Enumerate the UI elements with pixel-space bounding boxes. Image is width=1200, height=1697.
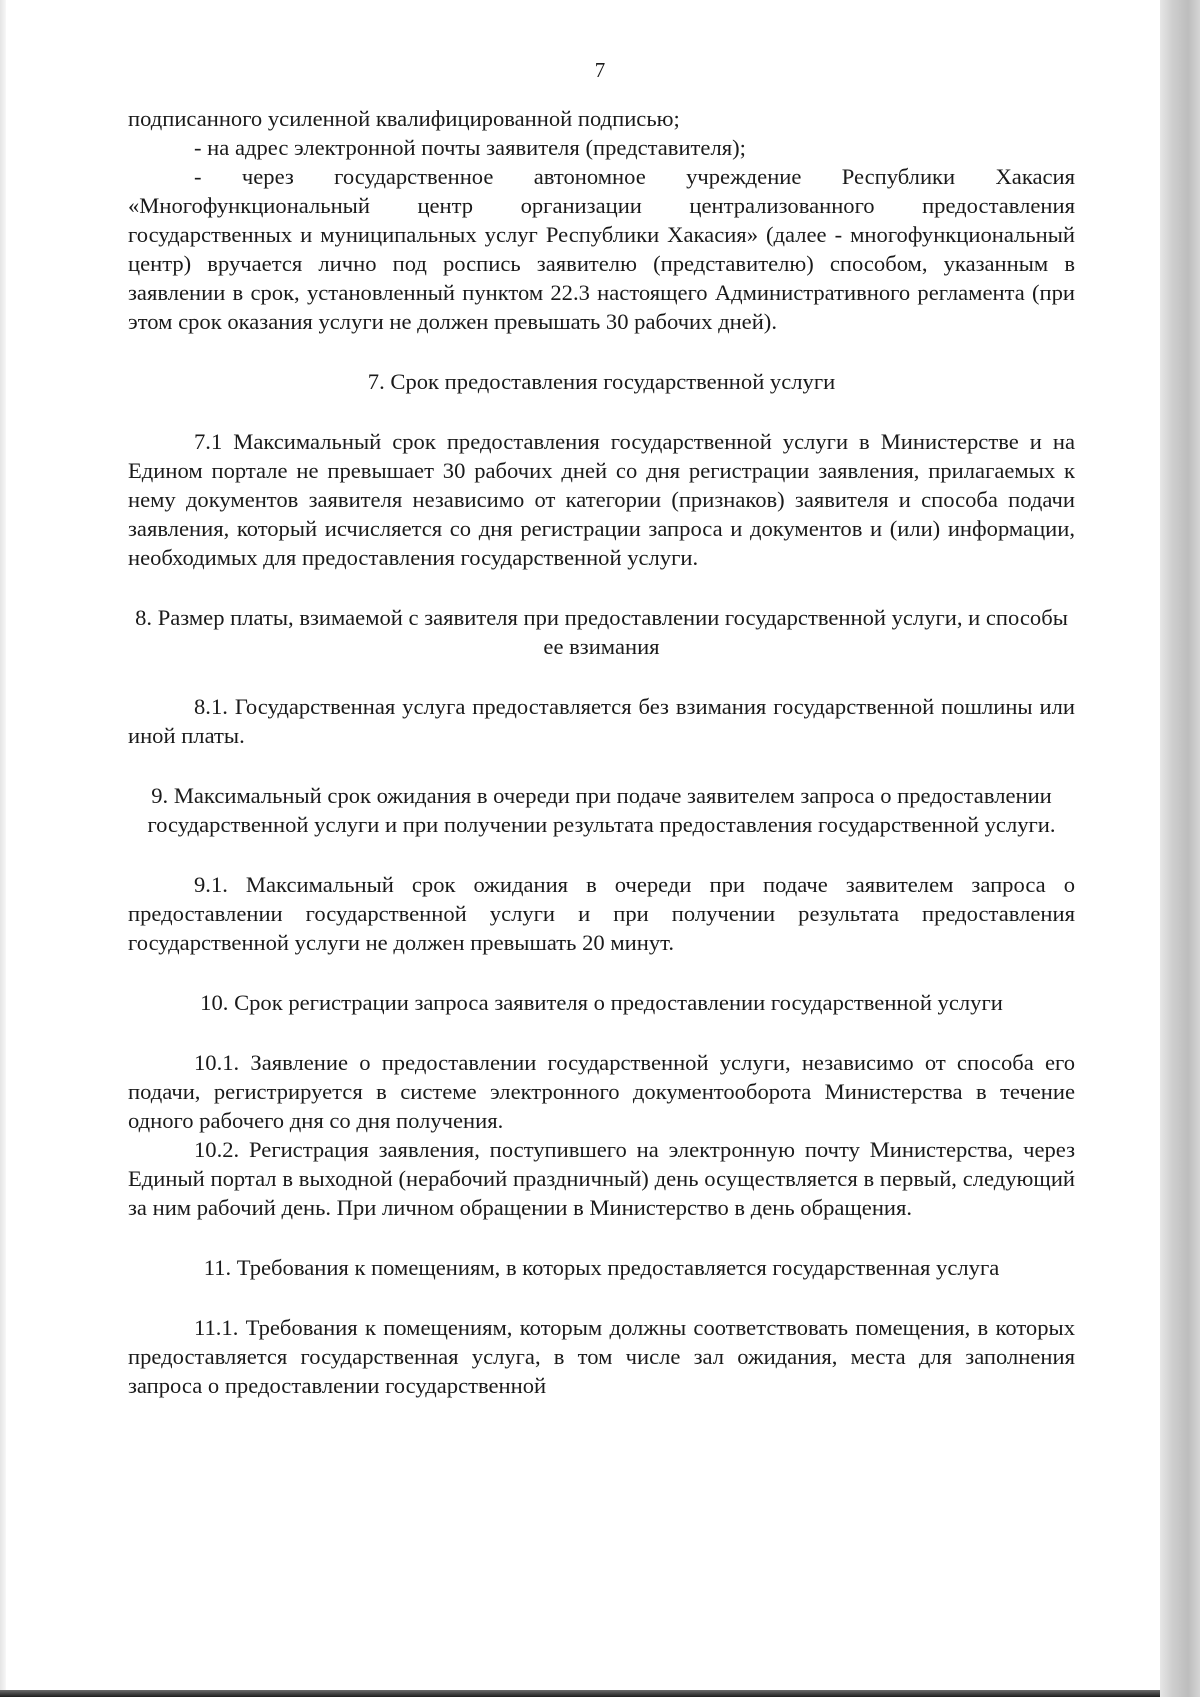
heading-section-8: 8. Размер платы, взимаемой с заявителя при предоставлении государственной услуги, и способы ее взимания: [135, 605, 1068, 659]
page-number: 7: [594, 58, 606, 82]
scan-right-edge: [1160, 0, 1200, 1697]
paragraph-10-2: 10.2. Регистрация заявления, поступившего на электронную почту Министерства, через Единый портал в выходной (нерабочий праздничный) день осуществляется в первый, следующий за ним рабочий день. При личном обращении в Министерство в день обращения.: [128, 1137, 1075, 1220]
paragraph-mfc: - через государственное автономное учреждение Республики Хакасия «Многофункциональный центр организации централизованного предоставления государственных и муниципальных услуг Республики Хакасия» (далее - многофункциональный центр) вручается лично под роспись заявителю (представителю) способом, указанным в заявлении в срок, установленный пунктом 22.3 настоящего Административного регламента (при этом срок оказания услуги не должен превышать 30 рабочих дней).: [128, 164, 1075, 334]
paragraph-email: - на адрес электронной почты заявителя (представителя);: [194, 135, 746, 160]
scan-bottom-edge: [0, 1690, 1160, 1697]
paragraph-11-1: 11.1. Требования к помещениям, которым должны соответствовать помещения, в которых предоставляется государственная услуга, в том числе зал ожидания, места для заполнения запроса о предоставлении государственной: [128, 1315, 1075, 1398]
paragraph-10-1: 10.1. Заявление о предоставлении государственной услуги, независимо от способа его подачи, регистрируется в системе электронного документооборота Министерства в течение одного рабочего дня со дня получения.: [128, 1050, 1075, 1133]
heading-section-11: 11. Требования к помещениям, в которых предоставляется государственная услуга: [203, 1255, 1000, 1280]
paragraph-9-1: 9.1. Максимальный срок ожидания в очереди при подаче заявителем запроса о предоставлении государственной услуги и при получении результата предоставления государственной услуги не должен превышать 20 минут.: [128, 872, 1075, 955]
scan-left-edge: [0, 0, 6, 1697]
heading-section-10: 10. Срок регистрации запроса заявителя о предоставлении государственной услуги: [200, 990, 1003, 1015]
heading-section-9: 9. Максимальный срок ожидания в очереди при подаче заявителем запроса о предоставлении государственной услуги и при получении результата предоставления государственной услуги.: [147, 783, 1056, 837]
paragraph-8-1: 8.1. Государственная услуга предоставляется без взимания государственной пошлины или иной платы.: [128, 694, 1075, 748]
paragraph-signature: подписанного усиленной квалифицированной подписью;: [128, 106, 680, 131]
paragraph-7-1: 7.1 Максимальный срок предоставления государственной услуги в Министерстве и на Едином портале не превышает 30 рабочих дней со дня регистрации заявления, прилагаемых к нему документов заявителя независимо от категории (признаков) заявителя и способа подачи заявления, который исчисляется со дня регистрации запроса и документов и (или) информации, необходимых для предоставления государственной услуги.: [128, 429, 1075, 570]
heading-section-7: 7. Срок предоставления государственной услуги: [367, 369, 836, 394]
document-body: [128, 104, 1075, 1400]
